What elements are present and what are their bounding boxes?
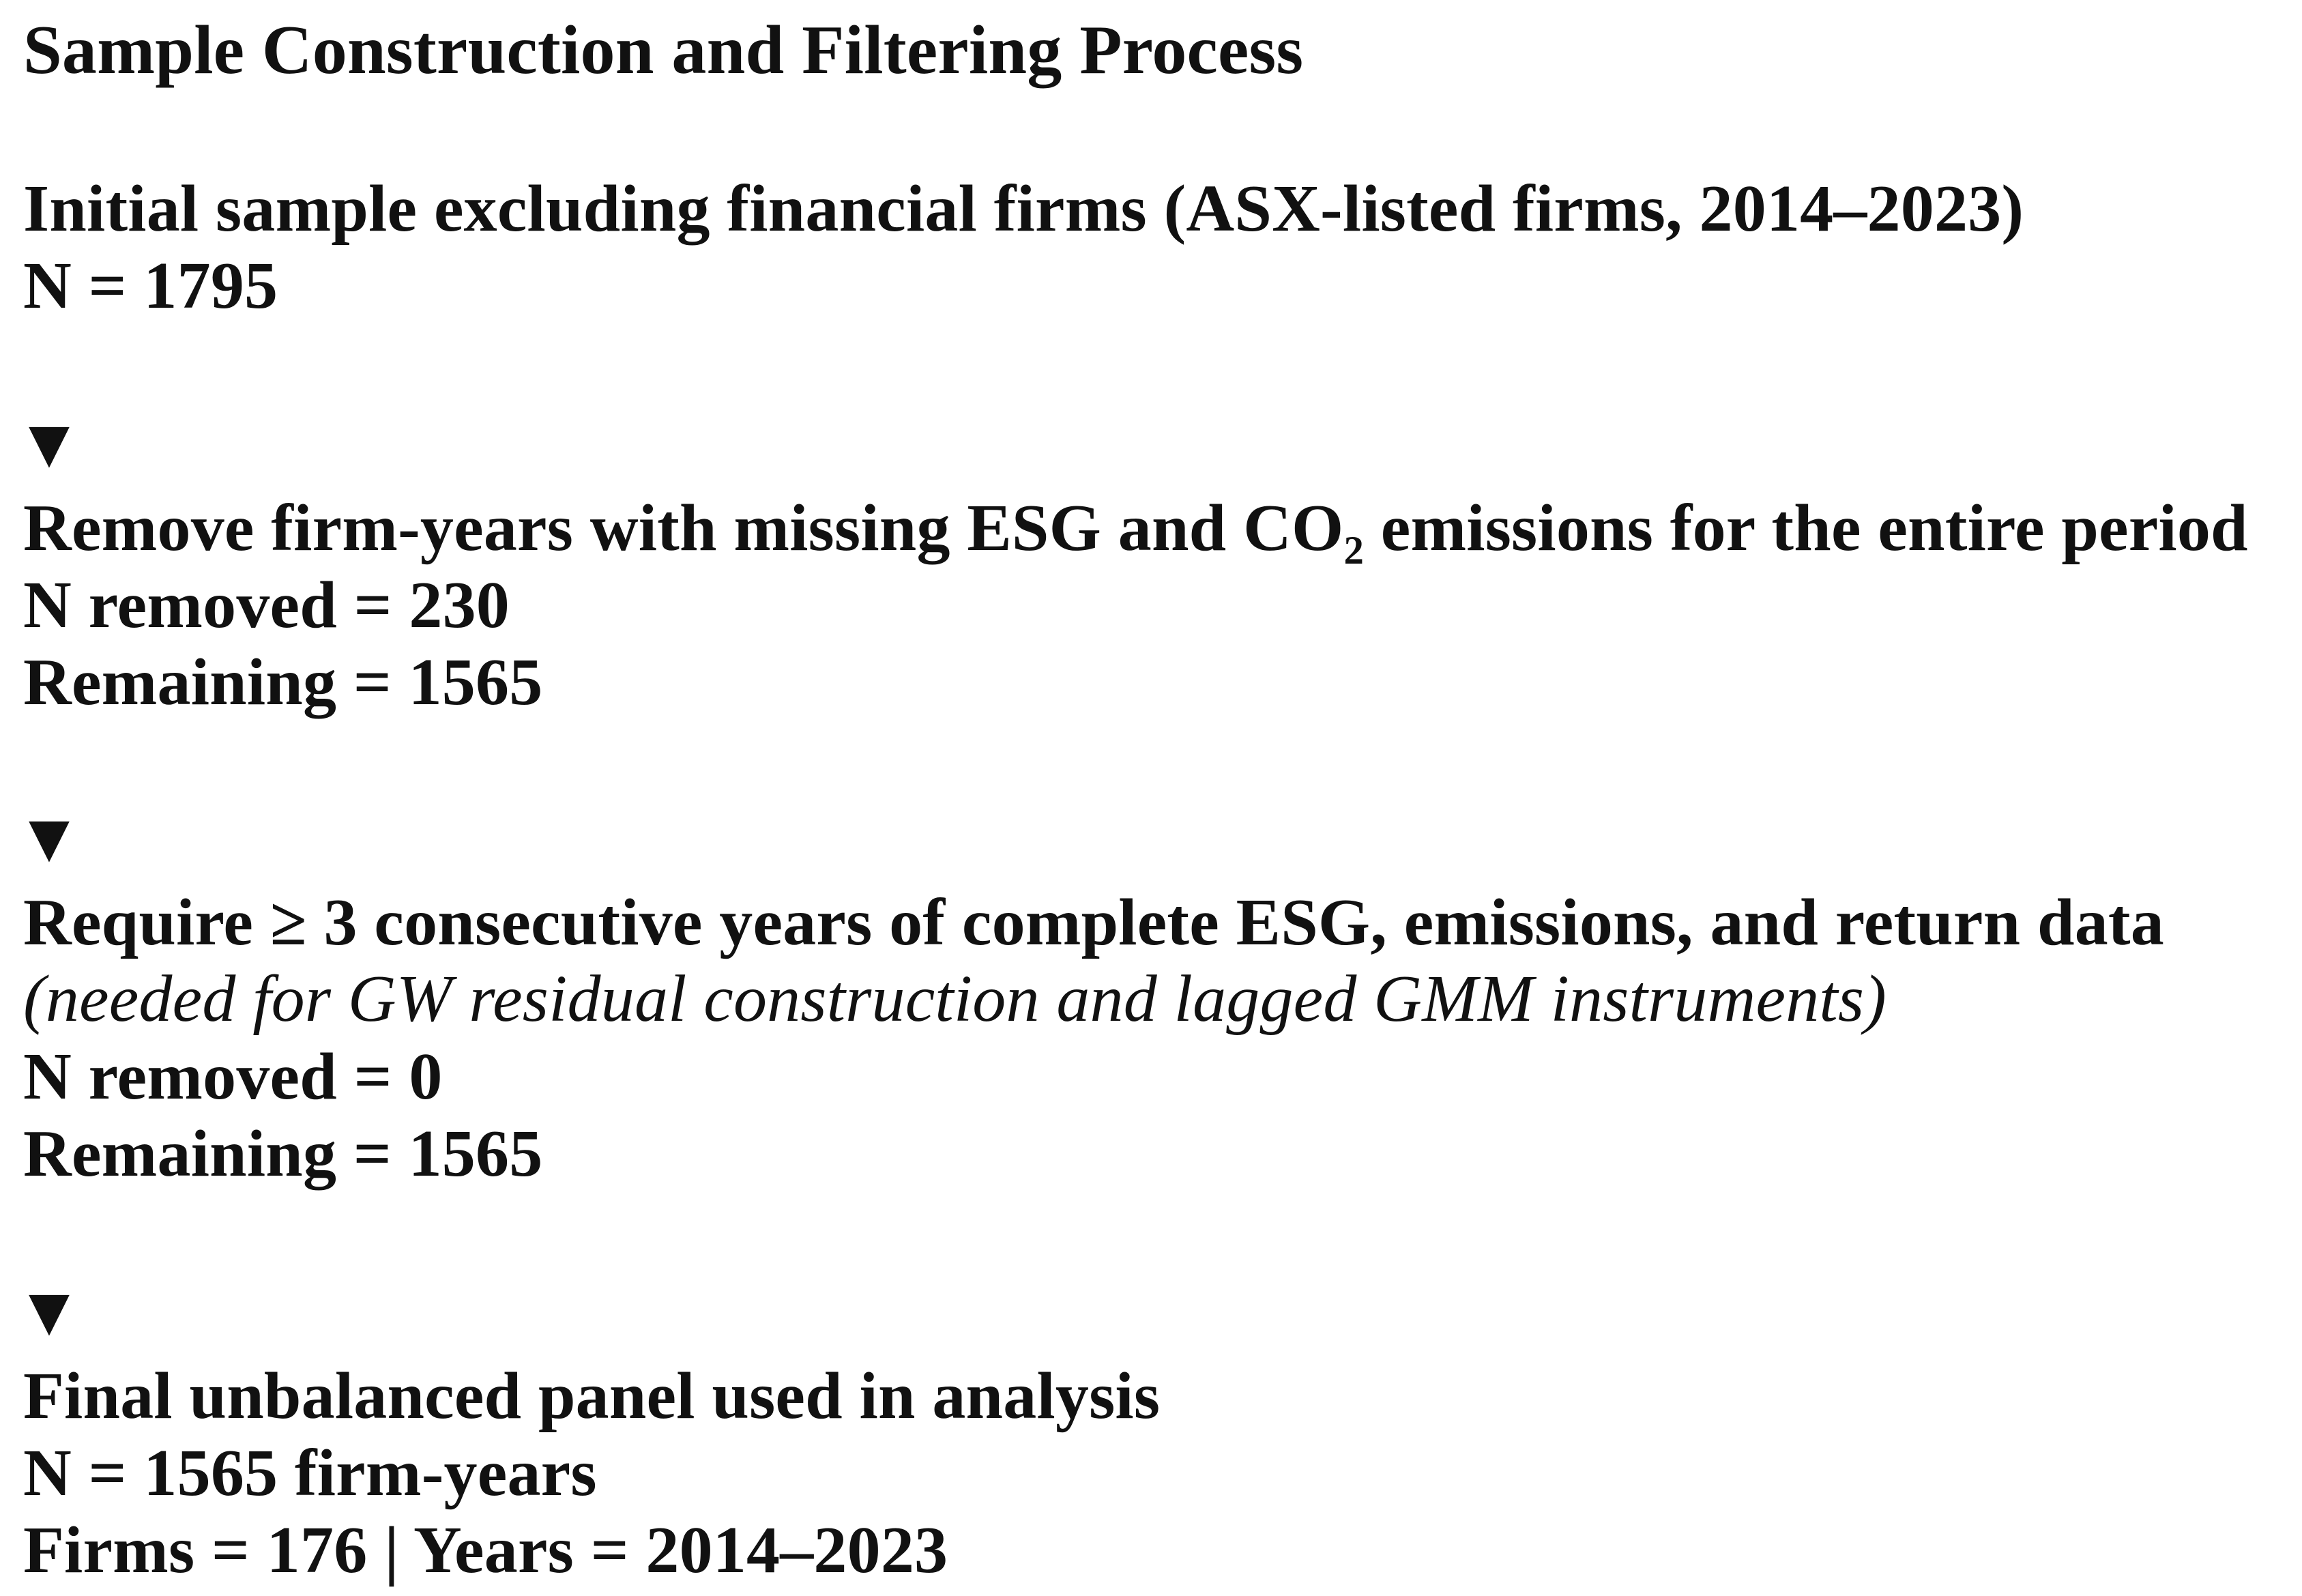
down-arrow-icon: ▼ [29,1281,70,1342]
step-3-note: (needed for GW residual construction and lagged GMM instruments) [23,962,1887,1036]
step-2-label: Remove firm-years with missing ESG and CO₂ emissions for the entire period [23,491,2248,565]
step-4-summary: Firms = 176 | Years = 2014–2023 [23,1513,948,1587]
page-title: Sample Construction and Filtering Process [23,12,1304,89]
step-4-count: N = 1565 firm-years [23,1436,597,1510]
step-3-removed: N removed = 0 [23,1040,443,1114]
step-2-remaining: Remaining = 1565 [23,645,543,719]
step-2-removed: N removed = 230 [23,568,510,642]
step-1-label: Initial sample excluding financial firms (ASX-listed firms, 2014–2023) [23,172,2024,246]
step-4-label: Final unbalanced panel used in analysis [23,1359,1161,1433]
down-arrow-icon: ▼ [29,807,70,869]
step-1-count: N = 1795 [23,249,278,323]
step-3-label: Require ≥ 3 consecutive years of complete ESG, emissions, and return data [23,886,2164,959]
step-3-remaining: Remaining = 1565 [23,1117,543,1191]
down-arrow-icon: ▼ [29,413,70,474]
